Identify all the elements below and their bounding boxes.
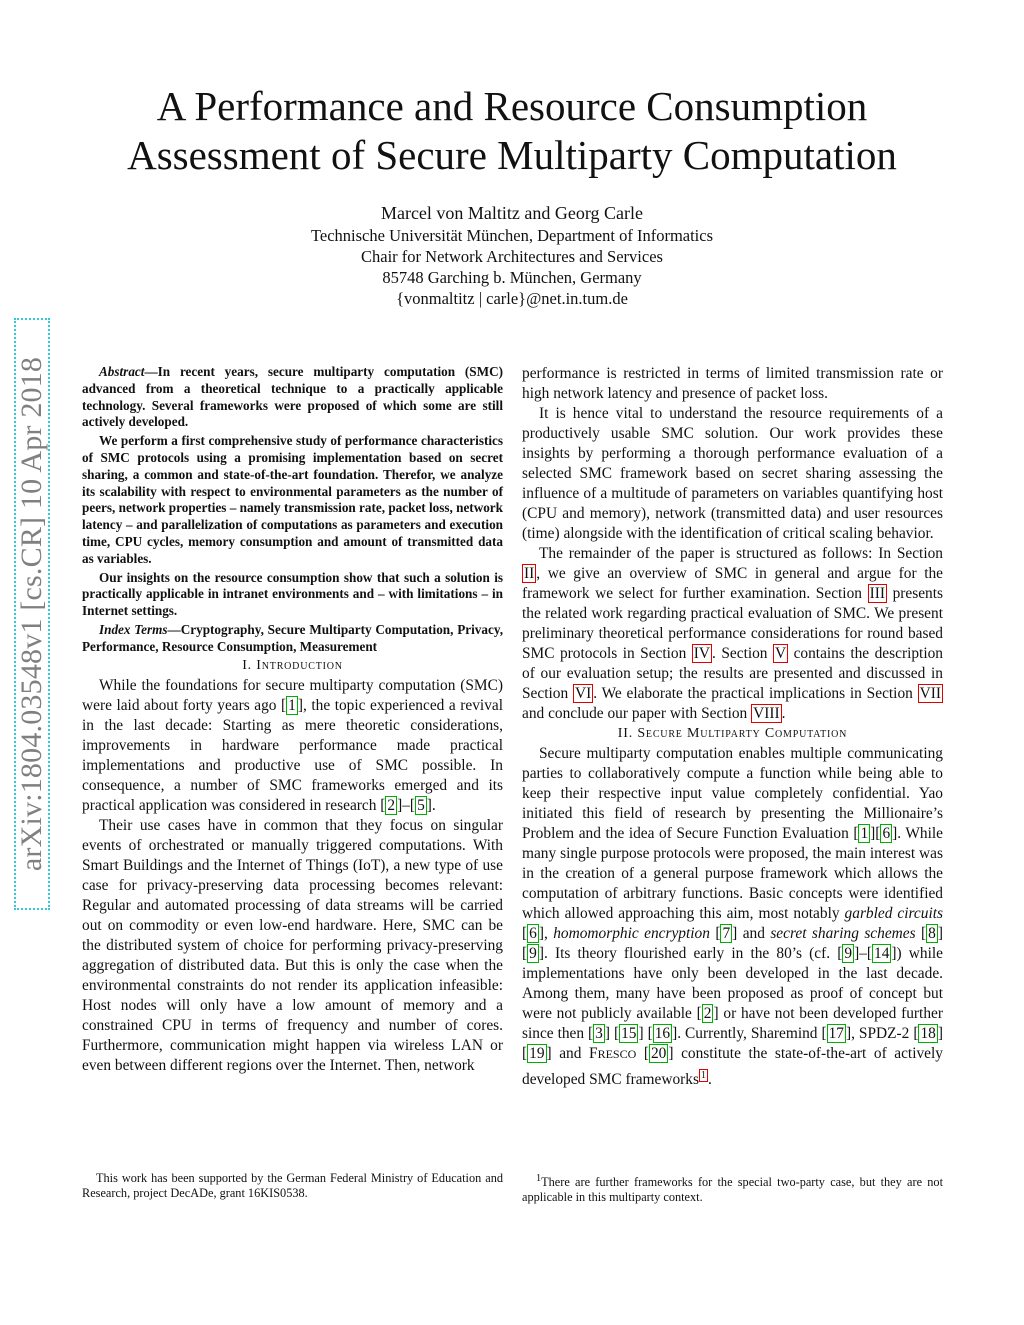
citation-link[interactable]: 16 [654,1025,671,1042]
paper-title [80,82,944,180]
section-heading-introduction: I. Introduction [242,657,343,673]
right-column [522,364,943,1090]
footnote-1-mark: 1 [536,1173,542,1184]
citation-link[interactable]: 6 [529,925,537,942]
intro-paragraph-2: Their use cases have in common that they focus on singular events of orchestrated or manually triggered computations. With Smart Buildings and the Internet of Things (IoT), a new type of use case for privacy-preserving data processing becomes relevant: Regular and automated processing of data streams will be carried out on commodity or even low-end hardware. Here, SMC can be the distributed system of choice for performing privacy-preserving aggregation of distributed data. But this is only the case when the environmental constraints do not render its application infeasible: Host nodes will only have a low amount of memory and a constrained CPU in terms of frequency and number of cores. Furthermore, communication might happen via wireless LAN or even between different regions over the Internet. Then, network [82,816,503,1074]
left-column [82,364,503,1076]
citation-link[interactable]: 18 [920,1025,936,1042]
author-block [200,201,824,309]
intro-paragraph-4: The remainder of the paper is structured as follows: In Section II , we give an overview of SMC in general and argue for the framework we select for further examination. Section III presents the related work regarding practical evaluation of SMC. We present preliminary theoretical performance considerations for round based SMC protocols in Section IV . Section V contains the description of our evaluation setup; the results are presented and discussed in Section VI . We elaborate the practical implications in Section VII and conclude our paper with Section VIII . [522,545,943,722]
author-names: Marcel von Maltitz and Georg Carle [380,203,644,223]
citation-link[interactable]: 1 [860,825,869,842]
smc-paragraph-1: Secure multiparty computation enables multiple communicating parties to collaboratively compute a function while being able to keep their respective input value completely confidential. Yao initiated this field of research by presenting the Millionaire’s Problem and the idea of Secure Function Evaluation [ 1 ][ 6 ]. While many single purpose protocols were proposed, the main interest was in the creation of a general purpose framework which allows the computation of arbitrary functions. Basic concepts were identified which allowed approaching this aim, most notably garbled circuits [ 6 ], homomorphic encryption [ 7 ] and secret sharing schemes [ 8 ] [ 9 ]. Its theory flourished early in the 80’s (cf. [ 9 ]–[ 14 ]) while implementations have only been developed in the last decade. Among them, many have been proposed as proof of concept but were not publicly available [ 2 ] or have not been developed further since then [ 3 ] [ 15 ] [ 16 ]. Currently, Sharemind [ 17 ], SPDZ-2 [ 18 ] [ 19 ] and FRESCO [ 20 ] constitute the state-of-the-art of actively developed SMC frameworks $^1$ . [522,745,944,1089]
citation-link[interactable]: 17 [828,1025,844,1042]
section-link[interactable]: VIII [753,705,780,722]
section-link[interactable]: IV [693,645,711,662]
section-heading-smc: II. Secure Multiparty Computation [617,726,848,741]
affiliation-line-2: Chair for Network Architectures and Services [361,247,663,266]
abstract-paragraph-3: Our insights on the resource consumption show that such a solution is practically applicable in intranet environments and – with limitations – in Internet settings. [82,569,503,619]
citation-link[interactable]: 1 [288,696,296,714]
title-line-2: Assessment of Secure Multiparty Computation [127,132,897,178]
index-terms-label: Index Terms [99,621,168,637]
abstract-label: Abstract [99,364,145,379]
affiliation-line-1: Technische Universität München, Department of Informatics [310,226,714,245]
citation-link[interactable]: 9 [844,945,853,962]
citation-link[interactable]: 15 [621,1025,637,1042]
section-link[interactable]: VII [919,685,942,702]
funding-footnote-text: This work has been supported by the German Federal Ministry of Education and Research, project DecADe, grant 16KIS0538. [82,1171,503,1200]
footnote-1-text: $^1$There are further frameworks for the special two-party case, but they are not applicable in this multiparty context. [522,1173,943,1205]
index-terms: Index Terms—Cryptography, Secure Multiparty Computation, Privacy, Performance, Resource Consumption, Measurement [82,621,503,654]
section-link[interactable]: III [869,585,885,602]
funding-footnote [82,1171,503,1201]
section-link[interactable]: VI [574,685,592,702]
citation-link[interactable]: 19 [529,1045,545,1062]
citation-link[interactable]: 7 [722,925,731,942]
citation-link[interactable]: 14 [874,945,890,962]
footnote-1 [522,1171,943,1205]
arxiv-sidebar-stamp [14,318,50,910]
intro-paragraph-2-continued: performance is restricted in terms of limited transmission rate or high network latency and presence of packet loss. [522,365,943,402]
citation-link[interactable]: 20 [650,1045,667,1062]
intro-paragraph-1: While the foundations for secure multiparty computation (SMC) were laid about forty years ago [ 1 ], the topic experienced a revival in the last decade: Starting as mere theoretic considerations, improvements in hardware performance made practical implementations and productive use of SMC possible. In consequence, a number of SMC frameworks emerged and its practical application was considered in research [ 2 ]–[ 5 ]. [82,676,504,814]
citation-link[interactable]: 9 [529,945,537,962]
citation-link[interactable]: 6 [882,825,891,842]
author-email: {vonmaltitz | carle}@net.in.tum.de [396,289,628,308]
abstract-paragraph-1: Abstract—In recent years, secure multiparty computation (SMC) advanced from a theoretical technique to a practically applicable technology. Several frameworks were proposed of which some are still actively developed. [82,364,503,430]
citation-link[interactable]: 5 [417,796,425,814]
intro-paragraph-3: It is hence vital to understand the resource requirements of a productively usable SMC solution. Our work provides these insights by performing a thorough performance evaluation of a selected SMC framework based on secret sharing assessing the influence of a multitude of parameters on variables quantifying host (CPU and memory), network (transmitted data) and user resources (time) alongside with the identification of critical scaling behavior. [522,405,943,542]
citation-link[interactable]: 8 [928,925,936,942]
citation-link[interactable]: 3 [595,1025,603,1042]
footnote-link[interactable]: 1 [700,1070,706,1081]
abstract-paragraph-2: We perform a first comprehensive study of performance characteristics of SMC protocols using a promising implementation based on secret sharing, a common and state-of-the-art foundation. Therefor, we analyze its scalability with respect to environmental parameters as the number of peers, network properties – namely transmission rate, packet loss, network latency – and parallelization of computations as parameters and execution time, CPU cycles, memory consumption and amount of transmitted data as variables. [82,433,503,566]
citation-link[interactable]: 2 [703,1005,712,1022]
section-link[interactable]: II [524,565,535,582]
affiliation-line-3: 85748 Garching b. München, Germany [382,268,642,287]
citation-link[interactable]: 2 [387,796,396,814]
section-link[interactable]: V [774,645,787,662]
abstract [82,364,503,656]
title-line-1: A Performance and Resource Consumption [156,83,868,129]
arxiv-identifier: arXiv:1804.03548v1 [cs.CR] 10 Apr 2018 [15,356,48,872]
